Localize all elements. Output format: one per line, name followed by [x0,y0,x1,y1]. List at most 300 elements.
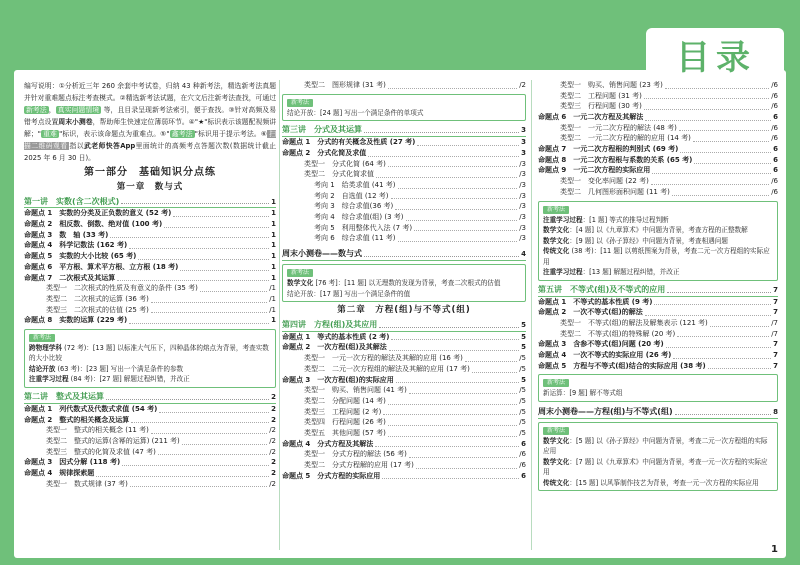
toc-entry-text: 类型二 一元二次方程的解的应用 (14 考) [560,134,691,143]
column-divider [531,80,532,550]
chapter-heading: 第二章 方程(组)与不等式(组) [337,305,471,316]
toc-entry[interactable] [24,240,276,251]
new-method-box [538,422,778,492]
toc-entry-text: 类型二 分式化简求值 [304,170,374,179]
leader-dots [679,130,769,131]
toc-entry[interactable] [538,329,778,340]
leader-dots [130,486,267,487]
toc-entry-text: 类型二 不等式(组)的特殊解 (20 考) [560,329,676,338]
leader-dots [645,315,771,316]
toc-entry[interactable] [24,457,276,468]
toc-entry-text: 命题点 7 一元二次方程根的判别式 (69 考) [538,145,679,154]
toc-entry[interactable] [538,350,778,361]
leader-dots [693,141,769,142]
intro-text: "标识，表示该命题点为重难点。⑤" [59,130,170,138]
toc-entry[interactable] [538,112,778,123]
toc-entry[interactable] [24,273,276,284]
toc-entry[interactable] [538,101,778,112]
leader-dots [406,220,518,221]
column-2 [282,80,526,481]
toc-entry[interactable] [282,385,526,396]
page-ref: 6 [773,155,778,164]
page-ref: 7 [773,340,778,349]
leader-dots [644,98,769,99]
toc-entry[interactable] [282,180,526,191]
toc-entry[interactable] [24,436,276,447]
weekend-quiz-heading[interactable] [538,406,778,419]
page-ref: /1 [269,305,276,314]
key-point-badge: 重难 [42,130,58,138]
toc-entry[interactable] [538,176,778,187]
box-tag: 新考法 [287,269,313,277]
editing-notes [24,80,276,164]
leader-dots [398,188,518,189]
toc-entry-text: 类型一 变化率问题 (22 考) [560,177,649,186]
leader-dots [383,414,517,415]
toc-entry[interactable] [24,283,276,294]
toc-entry[interactable] [282,332,526,343]
leader-dots [409,393,517,394]
toc-entry[interactable] [282,407,526,418]
page-ref: /6 [771,123,778,132]
page-ref: 7 [773,350,778,359]
box-line: 传统文化：[15 题] 以风筝制作技艺为背景，考查一元一次方程的实际应用 [543,478,759,487]
toc-entry-text: 类型一 二次根式的性质及有意义的条件 (35 考) [46,284,198,293]
toc-entry-text: 类型二 二次根式的运算 (36 考) [46,294,149,303]
toc-entry[interactable] [24,230,276,241]
box-line: 结论开放 (63 考)：[23 题] 写出一个满足条件的参数 [29,364,184,373]
leader-dots [391,339,519,340]
toc-entry[interactable] [282,439,526,450]
toc-entry-text: 命题点 8 一元二次方程根与系数的关系 (65 考) [538,155,693,164]
toc-entry-text: 考向 2 自选值 (12 考) [314,191,389,200]
page-ref: 1 [271,230,276,239]
leader-dots [409,457,517,458]
toc-entry-text: 命题点 2 整式的相关概念及运算 [24,415,130,424]
leader-dots [666,347,771,348]
box-line: 数学文化 [76 考]：[11 题] 以无理数的发现为背景，考查二次根式的估值 [287,279,501,288]
page-ref: /3 [519,191,526,200]
page-ref: /2 [269,479,276,488]
leader-dots [416,468,517,469]
toc-entry-text: 命题点 3 一次方程(组)的实际应用 [282,375,394,384]
toc-entry[interactable] [538,80,778,91]
toc-entry-text: 命题点 4 规律探索题 [24,469,95,478]
new-method-badge: 新考法 [26,106,47,114]
toc-entry-text: 命题点 4 分式方程及其解法 [282,439,374,448]
page-ref: 8 [773,408,778,417]
toc-entry[interactable] [282,137,526,148]
column-1 [24,80,276,489]
leader-dots [151,433,267,434]
toc-entry-text: 命题点 6 一元二次方程及其解法 [538,113,644,122]
lecture-title: 第二讲 整式及其运算 [24,392,104,402]
box-tag: 新考法 [543,379,569,387]
intro-text: "★"标识表示该题配视频讲解；" [24,118,277,138]
intro-text: 里面统计的高频考点答题次数(数据统计截止 2025 年 6 月 30 日)。 [24,142,277,162]
toc-entry[interactable] [24,415,276,426]
page-ref: 7 [773,297,778,306]
toc-entry[interactable] [24,219,276,230]
leader-dots [138,259,269,260]
toc-entry[interactable] [24,305,276,316]
toc-entry[interactable] [282,159,526,170]
column-divider [279,80,280,550]
page-ref: /3 [519,212,526,221]
toc-entry[interactable] [282,233,526,244]
page-ref: /3 [519,180,526,189]
toc-entry[interactable] [538,339,778,350]
toc-entry[interactable] [282,375,526,386]
toc-entry-text: 考向 1 给类求值 (41 考) [314,180,396,189]
page-ref: /5 [519,428,526,437]
page-ref: /2 [269,437,276,446]
toc-list [24,208,276,326]
column-3 [538,80,778,494]
toc-entry[interactable] [538,307,778,318]
box-line: 结论开放：[24 题] 写出一个满足条件的单项式 [287,108,424,117]
leader-dots [644,109,769,110]
toc-entry-text: 命题点 1 分式的有关概念及性质 (27 考) [282,138,416,147]
leader-dots [680,152,771,153]
leader-dots [173,216,269,217]
lecture-heading[interactable] [538,284,778,297]
leader-dots [391,198,518,199]
page-ref: /6 [519,450,526,459]
toc-entry[interactable] [282,428,526,439]
toc-entry[interactable] [24,425,276,436]
toc-list [538,80,778,198]
intro-bold: 武老师快答App [83,142,136,150]
toc-entry-text: 命题点 5 分式方程的实际应用 [282,471,381,480]
toc-entry[interactable] [282,471,526,482]
page-ref: 2 [271,404,276,413]
page-ref: /3 [519,223,526,232]
toc-entry-text: 类型二 几何图形面积问题 (11 考) [560,187,670,196]
leader-dots [96,476,269,477]
toc-entry-text: 类型一 分式方程的解法 (56 考) [304,450,407,459]
real-problem-badge: 真实问题情境 [57,106,100,114]
leader-dots [164,227,269,228]
box-tag: 新考法 [287,99,313,107]
leader-dots [652,173,771,174]
leader-dots [645,120,771,121]
toc-entry-text: 类型三 整式的化简及求值 (47 考) [46,447,156,456]
toc-list [282,332,526,482]
leader-dots [396,382,519,383]
toc-entry-text: 命题点 3 含参不等式(组)问题 (20 考) [538,340,664,349]
leader-dots [159,412,269,413]
page-ref: /3 [519,159,526,168]
leader-dots [151,302,267,303]
leader-dots [129,323,269,324]
toc-entry[interactable] [282,223,526,234]
leader-dots [708,368,771,369]
toc-entry[interactable] [538,155,778,166]
toc-entry[interactable] [282,80,526,91]
toc-entry-text: 类型三 工程问题 (2 考) [304,407,382,416]
toc-entry-text: 命题点 3 数 轴 (33 考) [24,230,109,239]
box-line: 数学文化：[5 题] 以《孙子算经》中问题为背景，考查二元一次方程组的实际应用 [543,436,768,456]
toc-entry[interactable] [538,297,778,308]
page-ref: /6 [771,102,778,111]
toc-entry-text: 命题点 2 相反数、倒数、绝对值 (100 考) [24,220,163,229]
qr-badge: 扫描二维码观看 [24,130,276,150]
toc-entry-text: 命题点 4 一次不等式的实际应用 (26 考) [538,350,672,359]
page-ref: /5 [519,407,526,416]
quiz-title: 周末小测卷——数与式 [282,249,362,259]
page-ref: 5 [521,343,526,352]
box-line: 结论开放：[17 题] 写出一个满足条件的值 [287,289,411,298]
leader-dots [673,358,771,359]
lecture-heading[interactable] [282,319,526,332]
page-ref: /5 [519,386,526,395]
page-ref: /5 [519,396,526,405]
toc-entry-text: 类型二 整式的运算(含幂的运算) (211 考) [46,437,180,446]
leader-dots [465,361,517,362]
toc-entry-text: 类型二 二元一次方程组的解法及其解的应用 (17 考) [304,364,470,373]
toc-entry[interactable] [282,460,526,471]
toc-entry-text: 命题点 1 不等式的基本性质 (9 考) [538,297,653,306]
toc-entry[interactable] [282,148,526,159]
page-ref: 7 [773,361,778,370]
page-ref: 1 [271,273,276,282]
toc-entry-text: 命题点 2 分式化简及求值 [282,148,367,157]
page-ref: /2 [269,426,276,435]
intro-text: "标识用于提示考法。⑥ [194,130,268,138]
leader-dots [182,444,267,445]
page-ref: /5 [519,364,526,373]
toc-entry[interactable] [24,404,276,415]
toc-entry[interactable] [24,251,276,262]
leader-dots [395,209,517,210]
box-line: 数学文化：[4 题] 以《九章算术》中问题为背景，考查方程的正整数解 [543,226,748,235]
leader-dots [398,241,518,242]
lecture-title: 第三讲 分式及其运算 [282,125,362,135]
leader-dots [388,436,517,437]
toc-entry[interactable] [24,208,276,219]
leader-dots [414,230,517,231]
leader-dots [417,145,519,146]
leader-dots [151,312,267,313]
toc-entry[interactable] [538,91,778,102]
toc-list [282,137,526,244]
leader-dots [382,478,519,479]
toc-entry[interactable] [24,479,276,490]
page-ref: /6 [771,80,778,89]
page-ref: 6 [773,145,778,154]
page-ref: 3 [521,138,526,147]
toc-entry[interactable] [538,361,778,372]
leader-dots [131,422,269,423]
lecture-title: 第四讲 方程(组)及其应用 [282,320,378,330]
page-ref: /2 [519,80,526,89]
toc-entry[interactable] [538,187,778,198]
intro-text: 指以 [69,142,84,150]
page-ref: /6 [771,134,778,143]
toc-entry-text: 类型一 一元一次方程的解法及其解的应用 (16 考) [304,354,463,363]
page-ref: 5 [521,375,526,384]
toc-entry-text: 命题点 1 等式的基本性质 (2 考) [282,332,390,341]
new-method-box [24,329,276,388]
page-ref: /7 [771,329,778,338]
leader-dots [368,156,519,157]
page-ref: 6 [521,439,526,448]
toc-entry[interactable] [24,447,276,458]
toc-entry[interactable] [24,294,276,305]
lecture-title: 第一讲 实数(含二次根式) [24,196,120,206]
toc-entry[interactable] [538,123,778,134]
page-ref: /5 [519,418,526,427]
toc-entry-text: 类型一 数式规律 (37 考) [46,479,128,488]
intro-bold: 周末小测卷 [58,118,93,126]
toc-entry-text: 类型二 工程问题 (31 考) [560,91,642,100]
page-ref: 2 [271,469,276,478]
page-ref: /3 [519,170,526,179]
toc-entry-text: 考向 4 综合求值(组) (3 考) [314,212,404,221]
box-line: 传统文化 (38 考)：[11 题] 以剪纸图案为背景，考查二元一次方程组的实际应用 [543,247,770,266]
leader-dots [665,88,769,89]
toc-entry-text: 类型五 其他问题 (57 考) [304,428,386,437]
page-ref: 6 [773,166,778,175]
page-ref: /1 [269,294,276,303]
leader-dots [472,372,517,373]
page-ref: 3 [521,148,526,157]
toc-entry-text: 命题点 3 因式分解 (118 考) [24,458,121,467]
toc-entry-text: 命题点 5 实数的大小比较 (65 考) [24,252,137,261]
page-ref: /2 [269,447,276,456]
leader-dots [129,248,269,249]
leader-dots [710,326,769,327]
toc-entry-text: 命题点 1 实数的分类及正负数的意义 (52 考) [24,209,172,218]
toc-entry-text: 命题点 1 列代数式及代数式求值 (54 考) [24,404,158,413]
new-method-box [282,264,526,302]
leader-dots [388,404,517,405]
page-ref: 2 [271,458,276,467]
leader-dots [651,184,769,185]
leader-dots [389,350,519,351]
toc-entry-text: 类型四 行程问题 (26 考) [304,418,386,427]
toc-entry[interactable] [282,201,526,212]
box-line: 注重学习过程 (84 考)：[27 题] 解题过程纠错，并改正 [29,375,190,384]
intro-text: 等，且目录呈现新考法索引，便于查找。③针对高频及易错考点设置 [24,106,277,126]
page-ref: /7 [771,318,778,327]
page-ref: /6 [771,91,778,100]
chapter-heading: 第一章 数与式 [116,181,184,192]
toc-entry[interactable] [282,364,526,375]
intro-text: ， [48,106,56,114]
toc-entry[interactable] [24,468,276,479]
leader-dots [677,336,769,337]
box-line: 新运算：[9 题] 解不等式组 [543,389,623,398]
toc-entry[interactable] [282,449,526,460]
page-ref: 1 [271,220,276,229]
page-ref: 4 [521,250,526,259]
toc-entry-text: 类型三 二次根式的估值 (25 考) [46,305,149,314]
toc-entry[interactable] [282,396,526,407]
toc-entry-text: 命题点 4 科学记数法 (162 考) [24,241,128,250]
page-ref: /1 [269,284,276,293]
page-ref: 6 [521,471,526,480]
toc-entry[interactable] [282,353,526,364]
page-ref: 1 [271,262,276,271]
box-line: 跨物理学科 (72 考)：[13 题] 以标准大气压下，四种晶体的熔点为背景，考查实数的大小比较 [29,343,269,363]
box-tag: 新考法 [543,427,569,435]
page-ref: 1 [271,197,276,206]
box-line: 注重学习过程：[1 题] 等式的推导过程判断 [543,215,669,224]
toc-entry-text: 命题点 7 二次根式及其运算 [24,273,116,282]
quiz-title: 周末小测卷——方程(组)与不等式(组) [538,407,673,417]
toc-entry[interactable] [282,342,526,353]
toc-entry[interactable] [24,315,276,326]
page-ref: 1 [271,209,276,218]
page-ref: 1 [271,241,276,250]
lecture-heading[interactable] [282,124,526,137]
toc-entry[interactable] [538,133,778,144]
toc-entry[interactable] [538,166,778,177]
page-ref: 3 [521,126,526,135]
toc-entry-text: 类型一 购买、销售问题 (23 考) [560,80,663,89]
toc-entry[interactable] [538,318,778,329]
new-method-box [538,374,778,402]
page-ref: 2 [271,393,276,402]
leader-dots [180,270,269,271]
box-tag: 新考法 [543,206,569,214]
weekend-quiz-heading[interactable] [282,248,526,261]
toc-entry[interactable] [282,191,526,202]
page-ref: 7 [773,308,778,317]
toc-entry-text: 考向 5 利用整体代入法 (7 考) [314,223,413,232]
toc-entry-text: 类型一 一元二次方程的解法 (48 考) [560,123,677,132]
new-method-box [282,94,526,122]
leader-dots [158,454,267,455]
toc-entry-text: 类型一 分式化简 (64 考) [304,159,386,168]
box-line: 数学文化：[9 题] 以《孙子算经》中问题为背景，考查相遇问题 [543,236,728,245]
toc-entry-text: 类型三 行程问题 (30 考) [560,102,642,111]
toc-entry-text: 类型二 图形规律 (31 考) [304,80,386,89]
toc-entry[interactable] [538,144,778,155]
toc-entry-text: 类型一 整式的相关概念 (11 考) [46,426,149,435]
lecture-heading[interactable] [24,195,276,208]
leader-dots [694,163,771,164]
toc-entry[interactable] [282,169,526,180]
page-ref: 7 [773,285,778,294]
lecture-title: 第五讲 不等式(组)及不等式的应用 [538,284,666,294]
page-number: 1 [771,544,778,555]
toc-entry[interactable] [24,262,276,273]
toc-entry-text: 命题点 8 实数的运算 (229 考) [24,316,128,325]
leader-dots [200,291,267,292]
leader-dots [388,88,517,89]
toc-entry[interactable] [282,417,526,428]
box-line: 数学文化：[7 题] 以《九章算术》中问题为背景，考查一元一次方程的实际应用 [543,457,768,477]
page-ref: 5 [521,321,526,330]
toc-entry-text: 类型二 分式方程解的应用 (17 考) [304,461,414,469]
box-line: 注重学习过程：[13 题] 解题过程纠错，并改正 [543,268,680,277]
part-heading: 第一部分 基础知识分点练 [84,167,216,178]
leader-dots [122,465,269,466]
leader-dots [672,195,769,196]
toc-entry-text: 类型一 购买、销售问题 (41 考) [304,386,407,395]
toc-entry[interactable] [282,212,526,223]
toc-entry-text: 类型一 不等式(组)的解法及解集表示 (121 考) [560,318,708,327]
toc-list [282,80,526,91]
page-ref: 6 [773,113,778,122]
page-ref: 1 [271,316,276,325]
new-method-box [538,201,778,281]
leader-dots [375,446,519,447]
lecture-heading[interactable] [24,391,276,404]
